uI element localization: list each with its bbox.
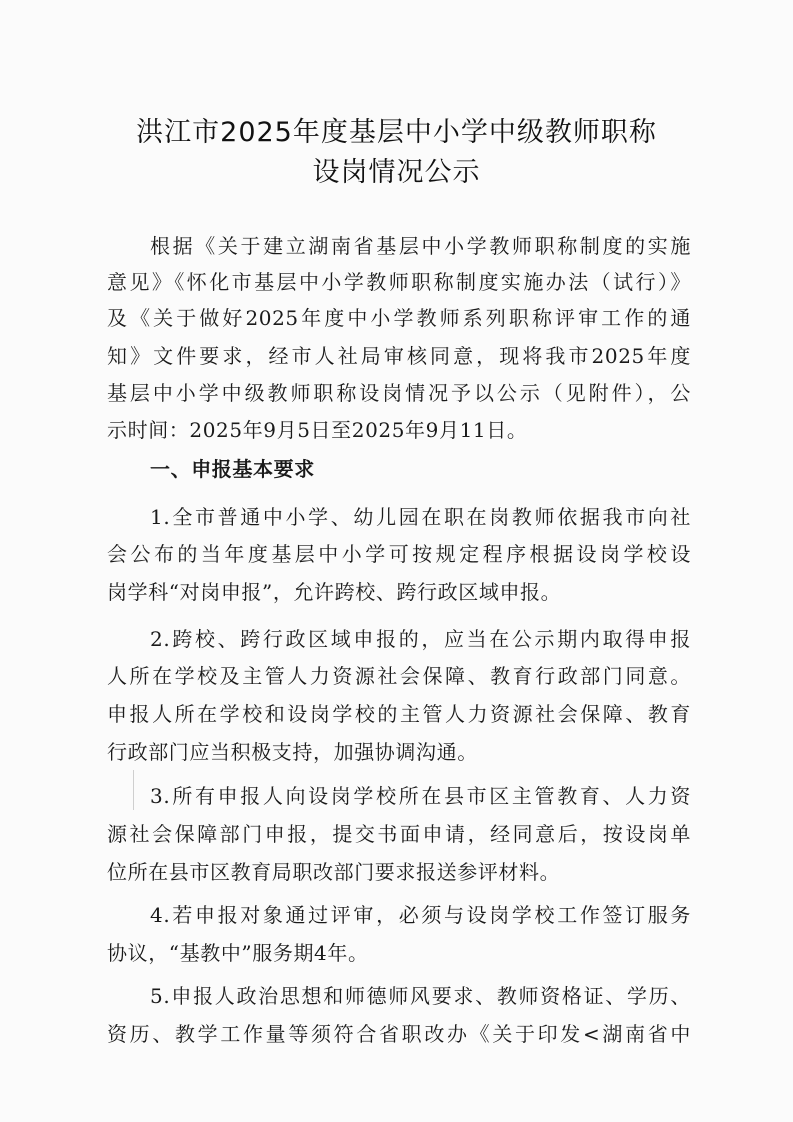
paragraph-1-line-2: 意见》《怀化市基层中小学教师职称制度实施办法（试行）》 bbox=[107, 270, 691, 294]
paragraph-1-line-6: 示时间：2025年9月5日至2025年9月11日。 bbox=[107, 418, 528, 442]
document-title-line-1: 洪江市2025年度基层中小学中级教师职称 bbox=[136, 117, 657, 148]
item-4-line-2: 协议，“基教中”服务期4年。 bbox=[107, 941, 369, 965]
item-3-line-2: 源社会保障部门申报，提交书面申请，经同意后，按设岗单 bbox=[107, 822, 691, 846]
item-2-line-3: 申报人所在学校和设岗学校的主管人力资源社会保障、教育 bbox=[107, 702, 691, 726]
paragraph-1-line-4: 知》文件要求，经市人社局审核同意，现将我市2025年度 bbox=[107, 344, 691, 368]
paragraph-1-line-5: 基层中小学中级教师职称设岗情况予以公示（见附件），公 bbox=[107, 381, 691, 405]
item-4-line-1: 4.若申报对象通过评审，必须与设岗学校工作签订服务 bbox=[150, 903, 691, 927]
item-5-line-2: 资历、教学工作量等须符合省职改办《关于印发<湖南省中 bbox=[107, 1022, 691, 1046]
scan-artifact bbox=[133, 770, 134, 810]
item-3-line-3: 位所在县市区教育局职改部门要求报送参评材料。 bbox=[107, 860, 561, 884]
paragraph-1-line-1: 根据《关于建立湖南省基层中小学教师职称制度的实施 bbox=[150, 234, 691, 258]
section-heading-1: 一、申报基本要求 bbox=[150, 457, 315, 481]
item-2-line-1: 2.跨校、跨行政区域申报的，应当在公示期内取得申报 bbox=[150, 627, 691, 651]
item-5-line-1: 5.申报人政治思想和师德师风要求、教师资格证、学历、 bbox=[150, 984, 691, 1008]
item-2-line-2: 人所在学校及主管人力资源社会保障、教育行政部门同意。 bbox=[107, 664, 691, 688]
item-1-line-1: 1.全市普通中小学、幼儿园在职在岗教师依据我市向社 bbox=[150, 505, 691, 529]
paragraph-1-line-3: 及《关于做好2025年度中小学教师系列职称评审工作的通 bbox=[107, 306, 691, 330]
document-title-line-2: 设岗情况公示 bbox=[312, 157, 481, 188]
item-2-line-4: 行政部门应当积极支持，加强协调沟通。 bbox=[107, 740, 478, 764]
item-3-line-1: 3.所有申报人向设岗学校所在县市区主管教育、人力资 bbox=[150, 784, 691, 808]
item-1-line-2: 会公布的当年度基层中小学可按规定程序根据设岗学校设 bbox=[107, 542, 691, 566]
item-1-line-3: 岗学科“对岗申报”，允许跨校、跨行政区域申报。 bbox=[107, 580, 562, 604]
